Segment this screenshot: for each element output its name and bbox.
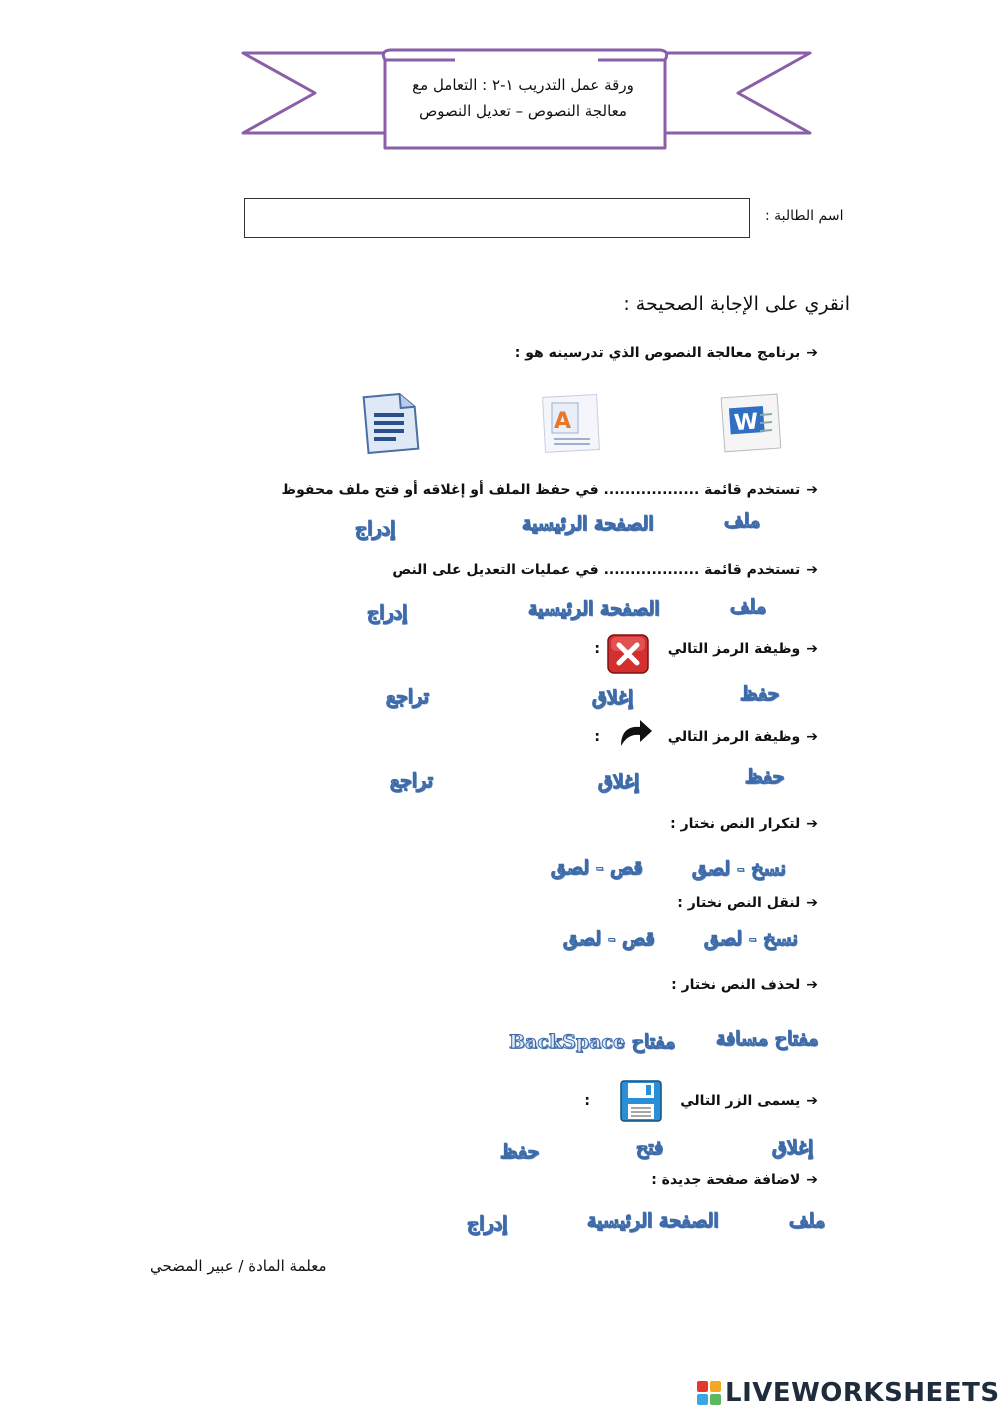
student-name-input[interactable]	[244, 198, 750, 238]
liveworksheets-logo	[696, 1378, 1000, 1408]
arrow-icon: ➔	[806, 562, 818, 578]
question-10: ➔لاضافة صفحة جديدة :	[651, 1172, 818, 1188]
libreoffice-writer-icon[interactable]	[358, 391, 422, 457]
arrow-icon: ➔	[806, 641, 818, 657]
option-close[interactable]: إغلاق	[772, 1137, 814, 1159]
option-save[interactable]: حفظ	[500, 1141, 540, 1163]
option-copy-paste[interactable]: نسخ - لصق	[692, 858, 786, 880]
option-home[interactable]: الصفحة الرئيسية	[587, 1210, 719, 1232]
option-undo[interactable]: تراجع	[390, 770, 433, 792]
question-9: ➔يسمى الزر التالي	[680, 1093, 818, 1109]
svg-text:A: A	[554, 409, 572, 434]
option-insert[interactable]: إدراج	[355, 518, 396, 540]
option-insert[interactable]: إدراج	[467, 1213, 508, 1235]
arrow-icon: ➔	[806, 1172, 818, 1188]
question-5: ➔وظيفة الرمز التالي	[667, 729, 818, 745]
arrow-icon: ➔	[806, 977, 818, 993]
option-cut-paste[interactable]: قص - لصق	[563, 928, 655, 950]
option-close[interactable]: إغلاق	[592, 687, 634, 709]
question-9-colon: :	[584, 1093, 590, 1109]
question-3: ➔تستخدم قائمة .................. في عمليات التعديل على النص	[392, 562, 818, 578]
option-home[interactable]: الصفحة الرئيسية	[528, 598, 660, 620]
arrow-icon: ➔	[806, 482, 818, 498]
teacher-name: معلمة المادة / عبير المضحي	[150, 1257, 327, 1275]
question-5-colon: :	[594, 729, 600, 745]
save-floppy-icon	[620, 1080, 662, 1122]
option-space-key[interactable]: مفتاح مسافة	[716, 1028, 819, 1050]
title-line-2: معالجة النصوص – تعديل النصوص	[419, 102, 627, 120]
question-8: ➔لحذف النص نختار :	[671, 977, 818, 993]
option-save[interactable]: حفظ	[740, 683, 780, 705]
arrow-icon: ➔	[806, 729, 818, 745]
option-file[interactable]: ملف	[730, 596, 767, 618]
option-cut-paste[interactable]: قص - لصق	[551, 857, 643, 879]
question-6: ➔لتكرار النص نختار :	[670, 816, 818, 832]
logo-mark-icon	[696, 1380, 722, 1406]
arrow-icon: ➔	[806, 816, 818, 832]
brand-text: LIVEWORKSHEETS	[725, 1378, 1000, 1408]
option-file[interactable]: ملف	[724, 510, 761, 532]
student-name-label: اسم الطالبة :	[765, 208, 844, 224]
option-backspace-key[interactable]: مفتاح BackSpace	[509, 1031, 676, 1053]
option-home[interactable]: الصفحة الرئيسية	[522, 513, 654, 535]
option-insert[interactable]: إدراج	[367, 602, 408, 624]
question-2: ➔تستخدم قائمة .................. في حفظ الملف أو إغلاقه أو فتح ملف محفوظ	[281, 482, 818, 498]
question-7: ➔لنقل النص نختار :	[677, 895, 818, 911]
title-line-1: ورقة عمل التدريب ١-٢ : التعامل مع	[412, 76, 634, 94]
arrow-icon: ➔	[806, 895, 818, 911]
arrow-icon: ➔	[806, 345, 818, 361]
wordpad-icon[interactable]	[540, 393, 604, 455]
question-4: ➔وظيفة الرمز التالي	[667, 641, 818, 657]
arrow-icon: ➔	[806, 1093, 818, 1109]
close-x-icon	[607, 634, 649, 674]
option-save[interactable]: حفظ	[745, 766, 785, 788]
question-1: ➔برنامج معالجة النصوص الذي تدرسينه هو :	[514, 345, 818, 361]
redo-arrow-icon	[618, 718, 654, 748]
instruction-text: انقري على الإجابة الصحيحة :	[623, 293, 850, 315]
option-undo[interactable]: تراجع	[386, 686, 429, 708]
option-close[interactable]: إغلاق	[598, 771, 640, 793]
question-4-colon: :	[594, 641, 600, 657]
option-file[interactable]: ملف	[789, 1210, 826, 1232]
option-copy-paste[interactable]: نسخ - لصق	[704, 928, 798, 950]
word-icon[interactable]	[720, 393, 784, 455]
svg-text:W: W	[733, 409, 760, 437]
worksheet-title	[388, 72, 658, 124]
option-open[interactable]: فتح	[636, 1137, 664, 1159]
